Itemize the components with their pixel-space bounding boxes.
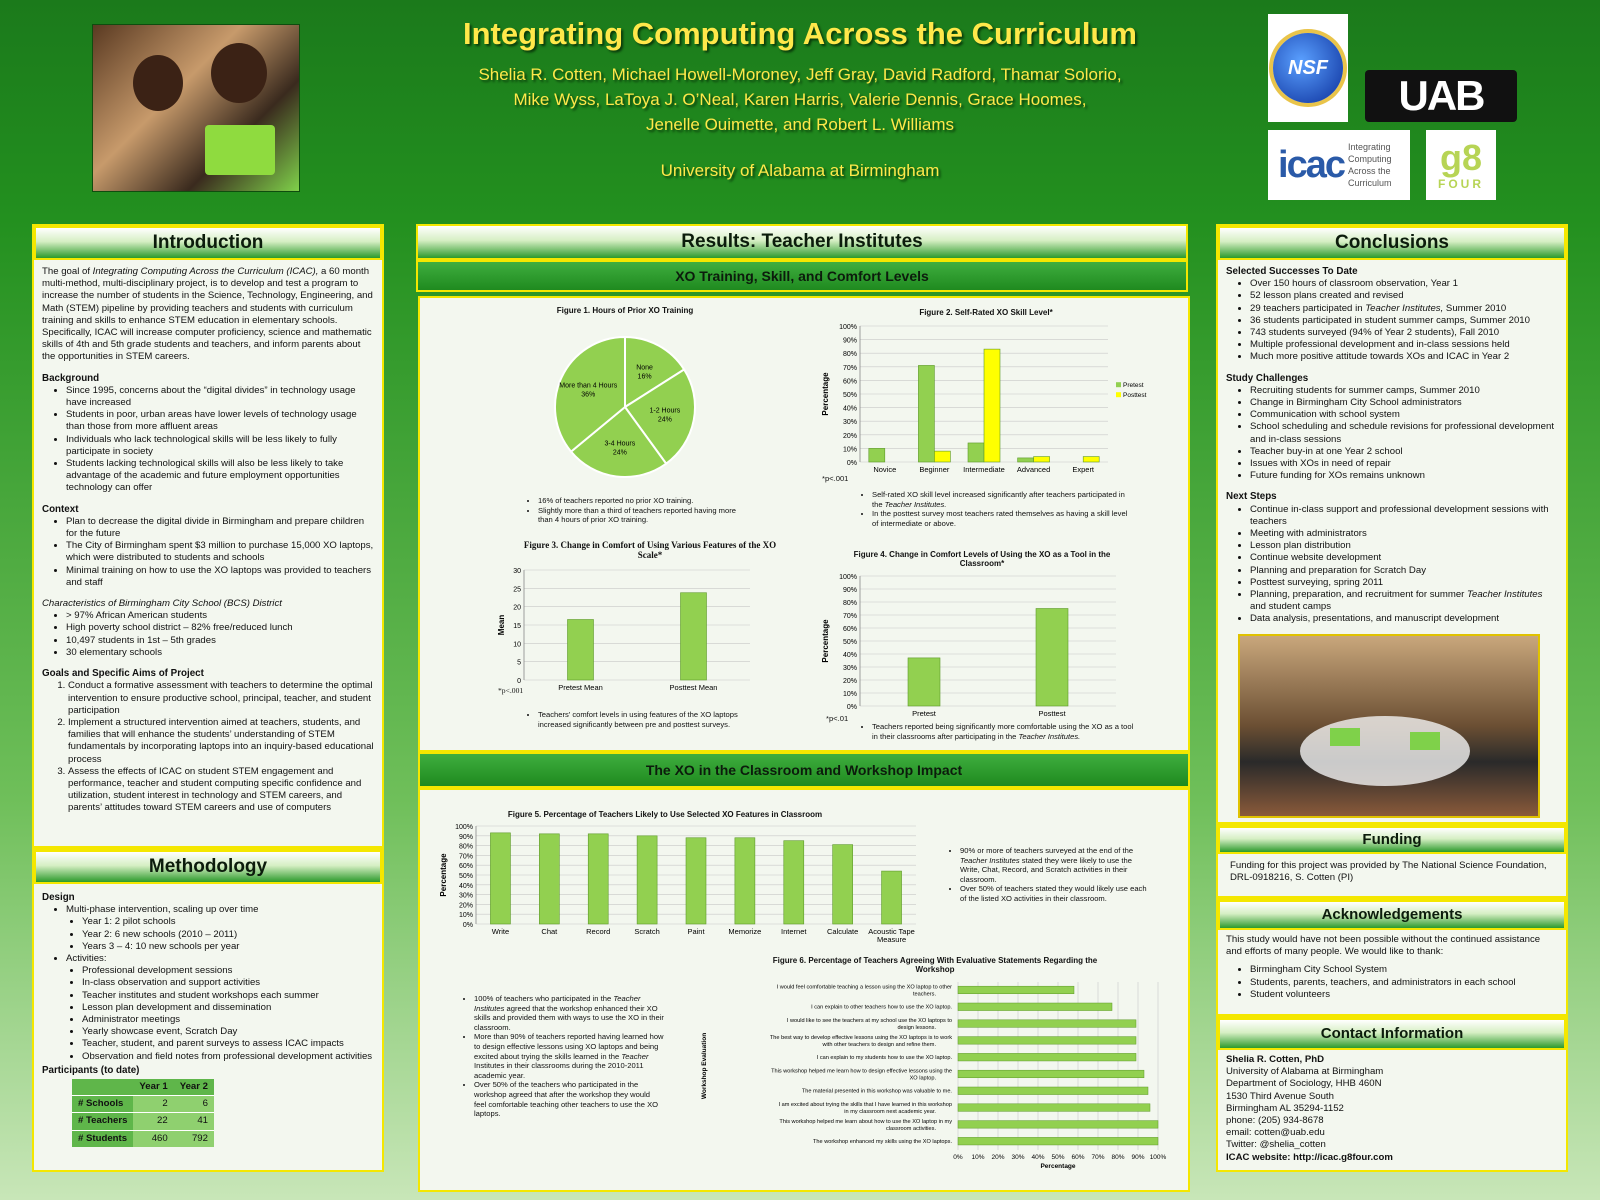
figure-3-chart bbox=[494, 566, 760, 700]
y-axis-label: Percentage bbox=[821, 619, 830, 663]
x-tick-label: Write bbox=[491, 927, 510, 936]
table-header bbox=[72, 1079, 133, 1096]
university: University of Alabama at Birmingham bbox=[660, 161, 940, 180]
y-tick-label: 20% bbox=[842, 678, 857, 685]
y-tick-label: 30% bbox=[458, 892, 473, 900]
y-tick-label: 30% bbox=[842, 419, 857, 427]
list-item: • High poverty school district – 82% free/reduced lunch bbox=[66, 622, 374, 634]
introduction-heading: Introduction bbox=[34, 226, 382, 260]
list-item: • 16% of teachers reported no prior XO training. bbox=[538, 496, 748, 506]
challenges-list bbox=[1250, 385, 1558, 483]
bar bbox=[918, 365, 934, 462]
y-tick-label: 70% bbox=[458, 853, 473, 861]
y-tick-label: 0% bbox=[846, 460, 857, 467]
pie-value-label: 24% bbox=[657, 416, 672, 424]
figure-6-chart bbox=[700, 978, 1170, 1178]
y-tick-label: 50% bbox=[458, 873, 473, 880]
y-tick-label: 10% bbox=[842, 691, 857, 698]
list-item: • The City of Birmingham spent $3 million to purchase 15,000 XO laptops, which were distributed to students and schools bbox=[66, 540, 374, 564]
list-item: • Year 1: 2 pilot schools bbox=[82, 916, 374, 928]
list-item: 2. Implement a structured intervention aimed at teachers, students, and families that will enhance the students’ understanding of STEM fundamentals by incorporating laptops into an inquiry-based educational process bbox=[68, 717, 374, 766]
bar bbox=[1034, 457, 1050, 462]
x-tick-label: Paint bbox=[687, 927, 705, 936]
y-axis-label: Workshop Evaluation bbox=[701, 1032, 708, 1100]
figure-5-chart bbox=[436, 820, 926, 952]
results-subheading-1: XO Training, Skill, and Comfort Levels bbox=[416, 260, 1188, 292]
methodology-heading: Methodology bbox=[34, 850, 382, 884]
table-row bbox=[72, 1130, 214, 1147]
contact-line: Department of Sociology, HHB 460N bbox=[1226, 1078, 1382, 1090]
x-tick-label: Memorize bbox=[728, 927, 762, 936]
contact-line: Birmingham AL 35294-1152 bbox=[1226, 1102, 1344, 1114]
legend-label: Pretest bbox=[1123, 382, 1144, 390]
students-with-laptops-photo bbox=[1238, 634, 1540, 818]
y-tick-label: 50% bbox=[842, 392, 857, 399]
category-label: design lessons. bbox=[897, 1025, 936, 1032]
figure-1-notes bbox=[528, 496, 748, 525]
x-tick-label: Advanced bbox=[1016, 465, 1051, 474]
contact-line: University of Alabama at Birmingham bbox=[1226, 1066, 1384, 1078]
methodology-text: Design • Multi-phase intervention, scaling up over time • Year 1: 2 pilot schools • Year 2: 6 new schools (2010 – 2011) • Years 3 – 4: 10 new schools per year • Activities: • Professional development sessions • In-class observation and support activities • Teacher institutes and student workshops each summer • Lesson plan development and dissemination • Administrator meetings • Yearly showcase event, Scratch Day • Teacher, student, and parent surveys to assess ICAC impacts • Observation and field notes from professional development activities Participants (to date) Year 1 Year 2 # Schools 2 6 # Teachers 22 41 # Students 460 792 bbox=[34, 884, 382, 1151]
contact-line: Twitter: @shelia_cotten bbox=[1226, 1139, 1326, 1151]
table-header: Year 2 bbox=[174, 1079, 214, 1096]
bar bbox=[568, 620, 594, 681]
y-tick-label: 20% bbox=[842, 432, 857, 440]
y-tick-label: 10 bbox=[513, 641, 521, 649]
table-row bbox=[72, 1096, 214, 1113]
methodology-panel bbox=[32, 848, 384, 1172]
x-tick-label: Internet bbox=[781, 927, 807, 936]
category-label: classroom activities. bbox=[885, 1125, 936, 1132]
table-cell: # Students bbox=[72, 1130, 133, 1147]
contact-line: email: cotten@uab.edu bbox=[1226, 1127, 1325, 1139]
list-item: • Lesson plan development and dissemination bbox=[82, 1002, 374, 1014]
y-tick-label: 40% bbox=[842, 405, 857, 413]
contact-line: 1530 Third Avenue South bbox=[1226, 1090, 1334, 1102]
figure-2: Figure 2. Self-Rated XO Skill Level* bbox=[919, 308, 1053, 317]
list-item: 3. Assess the effects of ICAC on student STEM engagement and performance, teacher and student computing specific confidence and utilization, student interest in technology and STEM careers, and parents’ attitudes toward STEM careers and use of computers bbox=[68, 766, 374, 815]
x-tick-label: 0% bbox=[953, 1154, 963, 1161]
background-list bbox=[66, 385, 374, 495]
bar bbox=[934, 451, 950, 462]
figure-1-pie bbox=[520, 315, 730, 495]
y-tick-label: 80% bbox=[458, 843, 473, 851]
x-tick-label: Posttest Mean bbox=[669, 683, 718, 692]
bar bbox=[539, 834, 559, 924]
results-heading: Results: Teacher Institutes bbox=[416, 224, 1188, 260]
y-tick-label: 60% bbox=[842, 378, 857, 386]
y-tick-label: 70% bbox=[842, 613, 857, 620]
category-label: I can explain to other teachers how to use the XO laptop. bbox=[811, 1004, 952, 1011]
list-item: • In-class observation and support activities bbox=[82, 977, 374, 989]
participants-table bbox=[72, 1079, 214, 1147]
bar bbox=[958, 1020, 1136, 1028]
y-tick-label: 15 bbox=[513, 623, 521, 630]
g8four-logo: g8 FOUR bbox=[1426, 130, 1496, 200]
bar bbox=[968, 443, 984, 462]
y-tick-label: 100% bbox=[839, 324, 857, 331]
figure-2-chart bbox=[818, 320, 1148, 484]
bar bbox=[588, 834, 608, 924]
list-item: • Yearly showcase event, Scratch Day bbox=[82, 1026, 374, 1038]
list-item: • Observation and field notes from professional development activities bbox=[82, 1051, 374, 1063]
list-item: • Administrator meetings bbox=[82, 1014, 374, 1026]
y-tick-label: 90% bbox=[842, 587, 857, 594]
table-cell: 792 bbox=[174, 1130, 214, 1147]
x-tick-label: 80% bbox=[1111, 1154, 1125, 1161]
y-tick-label: 20% bbox=[458, 902, 473, 910]
category-label: This workshop helped me learn how to design effective lessons using the bbox=[771, 1068, 952, 1075]
figure-6-notes: • 100% of teachers who participated in the Teacher Institutes agreed that the workshop enhanced their XO skills and provided them with ways to use the XO in their classroom. • More than 90% of teachers reported having learned how to design effective lessons using XO laptops and being excited about trying the skills learned in the Teacher Institutes in their classrooms during the 2010-2011 academic year. • Over 50% of the teachers who participated in the workshop agreed that after the workshop they would feel comfortable teaching other teachers to use the XO laptops. bbox=[464, 994, 664, 1119]
funding-heading: Funding bbox=[1218, 826, 1566, 854]
bar bbox=[958, 986, 1074, 994]
context-list bbox=[66, 516, 374, 589]
y-tick-label: 25 bbox=[513, 586, 521, 594]
authors: Shelia R. Cotten, Michael Howell-Moroney, Jeff Gray, David Radford, Thamar Solorio, Mike Wyss, LaToya J. O’Neal, Karen Harris, Valerie Dennis, Grace Hoomes, Jenelle Ouimette, and Robert L. Williams bbox=[478, 65, 1122, 134]
figure-4: Figure 4. Change in Comfort Levels of Using the XO as a Tool in the Classroom* bbox=[853, 550, 1111, 568]
list-item: • Teacher, student, and parent surveys to assess ICAC impacts bbox=[82, 1038, 374, 1050]
table-cell: 6 bbox=[174, 1096, 214, 1113]
y-tick-label: 70% bbox=[842, 364, 857, 372]
x-tick-label: 60% bbox=[1071, 1154, 1085, 1161]
table-cell: 460 bbox=[133, 1130, 173, 1147]
category-label: This workshop helped me learn about how to use the XO laptop in my bbox=[779, 1118, 952, 1125]
bar bbox=[958, 1087, 1148, 1095]
list-item: • Slightly more than a third of teachers reported having more than 4 hours of prior XO training. bbox=[538, 506, 748, 525]
poster-title: Integrating Computing Across the Curriculum bbox=[463, 16, 1137, 51]
list-item: • > 97% African American students bbox=[66, 610, 374, 622]
bar bbox=[984, 349, 1000, 462]
x-tick-label: Calculate bbox=[827, 927, 859, 936]
y-axis-label: Percentage bbox=[821, 372, 830, 416]
contact-heading: Contact Information bbox=[1218, 1018, 1566, 1050]
bar bbox=[833, 845, 853, 924]
category-label: I would feel comfortable teaching a lesson using the XO laptop to other bbox=[776, 984, 952, 991]
bar bbox=[908, 658, 940, 706]
list-item: • Teacher institutes and student workshops each summer bbox=[82, 990, 374, 1002]
category-label: I am excited about trying the skills that I have learned in this workshop bbox=[778, 1102, 952, 1109]
next-steps-list: • Continue in-class support and professional development sessions with teachers • Meeting with administrators • Lesson plan distribution • Continue website development • Planning and preparation for Scratch Day • Posttest surveying, spring 2011 • Planning, preparation, and recruitment for summer Teacher Institutes and student camps • Data analysis, presentations, and manuscript development bbox=[1250, 504, 1558, 626]
figure-4-chart bbox=[818, 570, 1138, 722]
y-tick-label: 10% bbox=[458, 912, 473, 920]
x-tick-label: Expert bbox=[1072, 465, 1095, 474]
y-tick-label: 5 bbox=[517, 659, 521, 667]
bar bbox=[958, 1070, 1144, 1078]
bar bbox=[958, 1137, 1158, 1145]
uab-logo: UAB bbox=[1365, 70, 1517, 122]
years-list bbox=[82, 916, 374, 953]
bar bbox=[958, 1104, 1150, 1112]
y-tick-label: 80% bbox=[842, 351, 857, 359]
list-item: • Students, parents, teachers, and administrators in each school bbox=[1250, 977, 1558, 989]
figure-4-notes: • Teachers reported being significantly more comfortable using the XO as a tool in their classrooms after participating in the Teacher Institutes. bbox=[862, 722, 1140, 741]
acknowledgements-heading: Acknowledgements bbox=[1218, 900, 1566, 930]
x-tick-label: Beginner bbox=[919, 465, 950, 474]
y-tick-label: 60% bbox=[842, 626, 857, 633]
table-cell: 2 bbox=[133, 1096, 173, 1113]
bar bbox=[869, 448, 885, 462]
conclusions-text: Selected Successes To Date • Over 150 hours of classroom observation, Year 1 • 52 lesson plans created and revised • 29 teachers participated in Teacher Institutes, Summer 2010 • 36 students participated in student summer camps, Summer 2010 • 743 students surveyed (94% of Year 2 students), Fall 2010 • Multiple professional development and in-class sessions held • Much more positive attitude towards XOs and ICAC in Year 2 Study Challenges • Recruiting students for summer camps, Summer 2010 • Change in Birmingham City School administrators • Communication with school system • School scheduling and schedule revisions for professional development and in-class sessions • Teacher buy-in at one Year 2 school • Issues with XOs in need of repair • Future funding for XOs remains unknown Next Steps • Continue in-class support and professional development sessions with teachers • Meeting with administrators • Lesson plan distribution • Continue website development • Planning and preparation for Scratch Day • Posttest surveying, spring 2011 • Planning, preparation, and recruitment for summer Teacher Institutes and student camps • Data analysis, presentations, and manuscript development bbox=[1218, 260, 1566, 630]
pie-value-label: 16% bbox=[637, 373, 652, 381]
x-tick-label: 10% bbox=[971, 1154, 985, 1161]
x-tick-label: Acoustic Tape bbox=[868, 927, 915, 936]
x-tick-label: Scratch bbox=[634, 927, 660, 936]
list-item: • Birmingham City School System bbox=[1250, 964, 1558, 976]
y-tick-label: 100% bbox=[839, 574, 857, 581]
contact-panel: Contact Information Shelia R. Cotten, PhD University of Alabama at Birmingham Department of Sociology, HHB 460N 1530 Third Avenue South Birmingham AL 35294-1152 phone: (205) 934-8678 email: cotten@uab.edu Twitter: @shelia_cotten ICAC website: http://icac.g8four.com bbox=[1216, 1016, 1568, 1172]
legend-label: Posttest bbox=[1123, 392, 1147, 400]
list-item: • Change in Birmingham City School administrators bbox=[1250, 397, 1558, 409]
y-tick-label: 40% bbox=[842, 652, 857, 659]
figure-5: Figure 5. Percentage of Teachers Likely to Use Selected XO Features in Classroom bbox=[507, 810, 823, 819]
bar bbox=[958, 1121, 1158, 1129]
y-tick-label: 10% bbox=[842, 446, 857, 454]
bar bbox=[1018, 458, 1034, 462]
list-item: • Plan to decrease the digital divide in Birmingham and prepare children for the future bbox=[66, 516, 374, 540]
pie-value-label: 36% bbox=[581, 391, 596, 399]
list-item: 1. Conduct a formative assessment with teachers to determine the optimal intervention to ensure productive school, principal, teacher, and student participation bbox=[68, 680, 374, 717]
x-tick-label: Record bbox=[586, 927, 611, 936]
x-tick-label: 40% bbox=[1031, 1154, 1045, 1161]
bar bbox=[1083, 457, 1099, 462]
figure-3: Figure 3. Change in Comfort of Using Various Features of the XO Scale* bbox=[523, 540, 777, 560]
results-subheading-2: The XO in the Classroom and Workshop Impact bbox=[418, 752, 1190, 788]
list-item: • Student volunteers bbox=[1250, 989, 1558, 1001]
table-cell: # Teachers bbox=[72, 1113, 133, 1130]
list-item: • Issues with XOs in need of repair bbox=[1250, 458, 1558, 470]
goals-list bbox=[68, 680, 374, 814]
bcs-list bbox=[66, 610, 374, 659]
list-item: • Professional development sessions bbox=[82, 965, 374, 977]
category-label: The best way to develop effective lessons using the XO laptops is to work bbox=[769, 1034, 952, 1041]
table-header: Year 1 bbox=[133, 1079, 173, 1096]
figure-4-pvalue: *p<.01 bbox=[826, 714, 849, 723]
list-item: • Students in poor, urban areas have lower levels of technology usage than those from more affluent areas bbox=[66, 409, 374, 433]
introduction-panel bbox=[32, 224, 384, 848]
nsf-logo: NSF bbox=[1268, 14, 1348, 122]
x-tick-label: 100% bbox=[1149, 1154, 1167, 1161]
pie-label: More than 4 Hours bbox=[559, 382, 618, 390]
table-cell: 22 bbox=[133, 1113, 173, 1130]
category-label: I would like to see the teachers at my school use the XO laptops to bbox=[786, 1018, 952, 1025]
contact-line: phone: (205) 934-8678 bbox=[1226, 1115, 1324, 1127]
figure-2-pvalue: *p<.001 bbox=[822, 474, 849, 483]
activities-list bbox=[82, 965, 374, 1063]
y-tick-label: 0% bbox=[462, 922, 473, 929]
x-tick-label: Novice bbox=[873, 465, 897, 474]
list-item: • School scheduling and schedule revisions for professional development and in-class sessions bbox=[1250, 421, 1558, 445]
legend-swatch bbox=[1116, 392, 1121, 397]
table-cell: # Schools bbox=[72, 1096, 133, 1113]
header-photo-students bbox=[92, 24, 300, 192]
x-tick-label: 50% bbox=[1051, 1154, 1065, 1161]
list-item: • Individuals who lack technological skills will be less likely to fully participate in society bbox=[66, 434, 374, 458]
conclusions-heading: Conclusions bbox=[1218, 226, 1566, 260]
list-item: • Teachers’ comfort levels in using features of the XO laptops increased significantly between pre and posttest surveys. bbox=[538, 710, 748, 729]
pie-value-label: 24% bbox=[612, 449, 627, 457]
y-tick-label: 80% bbox=[842, 600, 857, 607]
x-tick-label: Posttest bbox=[1038, 709, 1066, 718]
x-tick-label: Measure bbox=[876, 935, 907, 944]
y-tick-label: 0 bbox=[517, 678, 521, 685]
category-label: I can explain to my students how to use the XO laptop. bbox=[816, 1054, 952, 1061]
list-item: • 10,497 students in 1st – 5th grades bbox=[66, 635, 374, 647]
funding-panel: Funding Funding for this project was provided by The National Science Foundation, DRL-0918216, S. Cotten (PI) bbox=[1216, 824, 1568, 898]
list-item: • Future funding for XOs remains unknown bbox=[1250, 470, 1558, 482]
x-tick-label: Pretest bbox=[912, 709, 936, 718]
introduction-text: The goal of Integrating Computing Across the Curriculum (ICAC), a 60 month multi-method, multi-disciplinary project, is to develop and test a program to increase the number of students in the Science, Technology, Engineering, and Math (STEM) pipeline by providing teachers and students with curriculum training and skills to enhance STEM education in elementary schools. Specifically, ICAC will increase computer proficiency, science and mathematic skills of 4th and 5th grade students and teachers, and inform parents about the opportunities in STEM careers. Background • Since 1995, concerns about the “digital divides” in technology usage have increased • Students in poor, urban areas have lower levels of technology usage than those from more affluent areas • Individuals who lack technological skills will be less likely to fully participate in society • Students lacking technological skills will also be less likely to take advantage of the academic and future employment opportunities technology can offer Context • Plan to decrease the digital divide in Birmingham and prepare children for the future • The City of Birmingham spent $3 million to purchase 15,000 XO laptops, which were distributed to students and schools • Minimal training on how to use the XO laptops was provided to teachers and staff Characteristics of Birmingham City School (BCS) District • > 97% African American students • High poverty school district – 82% free/reduced lunch • 10,497 students in 1st – 5th grades • 30 elementary schools Goals and Specific Aims of Project 1. Conduct a formative assessment with teachers to determine the optimal intervention to ensure productive school, principal, teacher, and student participation 2. Implement a structured intervention aimed at teachers, students, and families that will enhance the students’ understanding of STEM fundamentals by incorporating laptops into an inquiry-based educational process 3. Assess the effects of ICAC on student STEM engagement and performance, teacher and student computing specific confidence and utilization, student interest in technology and STEM careers, and parents’ attitudes toward STEM careers and use of computers bbox=[34, 260, 382, 821]
bar bbox=[958, 1037, 1136, 1045]
category-label: The material presented in this workshop was valuable to me. bbox=[801, 1088, 952, 1095]
category-label: XO laptop. bbox=[909, 1075, 936, 1082]
figure-5-notes: • 90% or more of teachers surveyed at the end of the Teacher Institutes stated they were likely to use the Write, Chat, Record, and Scratch activities in their classroom. • Over 50% of teachers stated they would likely use each of the listed XO activities in their classroom. bbox=[950, 846, 1150, 904]
bar bbox=[958, 1053, 1136, 1061]
x-tick-label: 30% bbox=[1011, 1154, 1025, 1161]
list-item: • Recruiting students for summer camps, Summer 2010 bbox=[1250, 385, 1558, 397]
list-item: • 30 elementary schools bbox=[66, 647, 374, 659]
bar bbox=[681, 593, 707, 680]
x-tick-label: Intermediate bbox=[963, 465, 1005, 474]
bar bbox=[1036, 609, 1068, 707]
bar bbox=[784, 841, 804, 924]
y-tick-label: 90% bbox=[842, 337, 857, 345]
poster-header bbox=[330, 16, 1270, 181]
figure-3-notes bbox=[528, 710, 748, 729]
icac-website-link[interactable]: ICAC website: http://icac.g8four.com bbox=[1226, 1151, 1393, 1163]
y-tick-label: 90% bbox=[458, 833, 473, 841]
y-tick-label: 0% bbox=[846, 704, 857, 711]
pie-label: 1-2 Hours bbox=[649, 407, 681, 415]
y-tick-label: 50% bbox=[842, 639, 857, 646]
bar bbox=[637, 836, 657, 924]
table-row bbox=[72, 1113, 214, 1130]
x-tick-label: Chat bbox=[541, 927, 558, 936]
category-label: teachers. bbox=[912, 991, 936, 998]
legend-swatch bbox=[1116, 382, 1121, 387]
x-tick-label: 90% bbox=[1131, 1154, 1145, 1161]
category-label: in my classroom next academic year. bbox=[844, 1109, 936, 1116]
pie-label: None bbox=[636, 364, 653, 372]
category-label: The workshop enhanced my skills using the XO laptops. bbox=[813, 1138, 952, 1145]
bar bbox=[882, 871, 902, 924]
y-tick-label: 40% bbox=[458, 882, 473, 890]
bar bbox=[958, 1003, 1112, 1011]
list-item: • Minimal training on how to use the XO laptops was provided to teachers and staff bbox=[66, 565, 374, 589]
list-item: • Year 2: 6 new schools (2010 – 2011) bbox=[82, 929, 374, 941]
bar bbox=[686, 838, 706, 924]
figure-3-pvalue: *p<.001 bbox=[498, 686, 524, 695]
x-tick-label: 20% bbox=[991, 1154, 1005, 1161]
list-item: • Years 3 – 4: 10 new schools per year bbox=[82, 941, 374, 953]
table-cell: 41 bbox=[174, 1113, 214, 1130]
category-label: with other teachers to design and refine them. bbox=[822, 1041, 936, 1048]
y-tick-label: 100% bbox=[455, 824, 473, 831]
y-axis-label: Percentage bbox=[439, 853, 448, 897]
x-tick-label: Pretest Mean bbox=[558, 683, 603, 692]
acknowledgements-panel: Acknowledgements This study would have not been possible without the continued assistance and efforts of many people. We would like to thank: • Birmingham City School System • Students, parents, teachers, and administrators in each school • Student volunteers bbox=[1216, 898, 1568, 1016]
figure-6: Figure 6. Percentage of Teachers Agreeing With Evaluative Statements Regarding the Workshop bbox=[772, 956, 1098, 974]
list-item: • Since 1995, concerns about the “digital divides” in technology usage have increased bbox=[66, 385, 374, 409]
pie-label: 3-4 Hours bbox=[604, 440, 636, 448]
x-axis-label: Percentage bbox=[1040, 1163, 1076, 1170]
list-item: • Teacher buy-in at one Year 2 school bbox=[1250, 446, 1558, 458]
figure-2-notes: • Self-rated XO skill level increased significantly after teachers participated in the Teacher Institutes. • In the posttest survey most teachers rated themselves as having a skill level of intermediate or above. bbox=[862, 490, 1132, 528]
y-axis-label: Mean bbox=[497, 614, 506, 636]
y-tick-label: 60% bbox=[458, 863, 473, 871]
list-item: • Communication with school system bbox=[1250, 409, 1558, 421]
y-tick-label: 30 bbox=[513, 568, 521, 575]
list-item: • Students lacking technological skills will also be less likely to take advantage of the academic and future employment opportunities technology can offer bbox=[66, 458, 374, 495]
bar bbox=[735, 838, 755, 924]
x-tick-label: 70% bbox=[1091, 1154, 1105, 1161]
y-tick-label: 20 bbox=[513, 604, 521, 612]
bar bbox=[490, 833, 510, 924]
y-tick-label: 30% bbox=[842, 665, 857, 672]
icac-logo: icac Integrating Computing Across the Curriculum bbox=[1268, 130, 1410, 200]
figure-1: Figure 1. Hours of Prior XO Training None 16% 1-2 Hours 24% 3-4 Hours 24% More than 4 Hours 36% bbox=[520, 306, 730, 500]
